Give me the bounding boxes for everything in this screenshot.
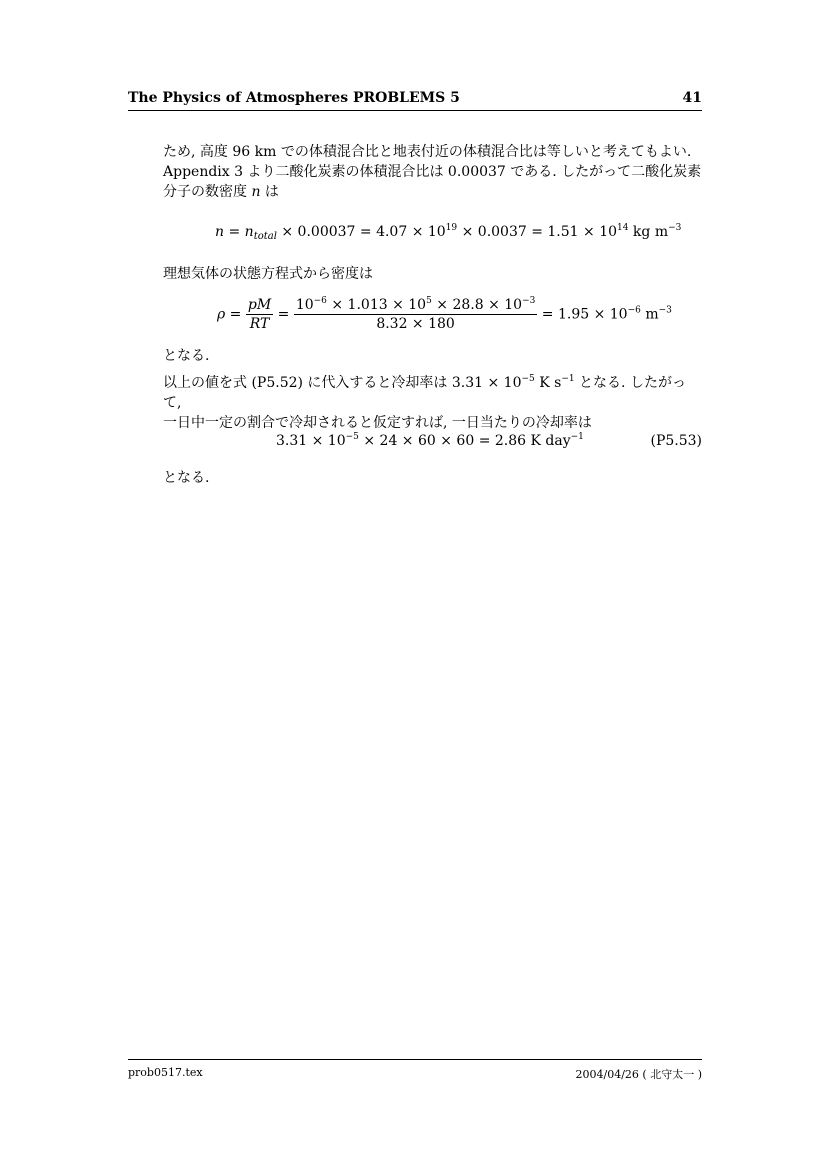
running-header	[128, 90, 702, 111]
paragraph-1	[163, 142, 703, 202]
paragraph-5: となる.	[163, 470, 210, 486]
paragraph-4-line-1: 以上の値を式 (P5.52) に代入すると冷却率は $3.31 \times 10^{-5}$ K $s^{-1}$ となる. したがって,	[163, 374, 686, 411]
equation-cooling-rate: $3.31 \times 10^{-5} \times 24 \times 60 \times 60 = 2.86$ K day$^{-1}$	[276, 432, 584, 449]
paragraph-1-line-3: 分子の数密度 n は	[163, 184, 279, 200]
paragraph-2: 理想気体の状態方程式から密度は	[163, 266, 373, 282]
equation-density: ρ = $\frac{pM}{RT}$ = $\frac{10^{-6} \times 1.013 \times 10^5 \times 28.8 \times 10^{-3}}{8.32 \times 180}$ = $1.95 \times 10^{-6}$ $m^{-3}$	[217, 296, 672, 332]
paragraph-4-line-2: 一日中一定の割合で冷却されると仮定すれば, 一日当たりの冷却率は	[163, 415, 592, 431]
fraction-values: $\frac{10^{-6} \times 1.013 \times 10^5 \times 28.8 \times 10^{-3}}{8.32 \times 180}$	[295, 296, 536, 332]
equation-number: (P5.53)	[650, 433, 702, 449]
paragraph-4	[163, 373, 703, 433]
fraction-pm-rt: $\frac{pM}{RT}$	[247, 297, 272, 332]
paragraph-3: となる.	[163, 348, 210, 364]
page-number: 41	[682, 90, 702, 106]
equation-number-density: $n = n_{total} \times 0.00037 = 4.07 \times 10^{19} \times 0.0037 = 1.51 \times 10^{14}$ kg $m^{-3}$	[215, 223, 682, 242]
footer-filename: prob0517.tex	[128, 1066, 203, 1079]
paragraph-1-line-2: Appendix 3 より二酸化炭素の体積混合比は 0.00037 である. したがって二酸化炭素	[163, 164, 702, 180]
footer-date-author: 2004/04/26 ( 北守太一 )	[575, 1068, 702, 1081]
running-footer	[128, 1059, 702, 1081]
paragraph-1-line-1: ため, 高度 96 km での体積混合比と地表付近の体積混合比は等しいと考えてもよい.	[163, 144, 692, 160]
header-title: The Physics of Atmospheres PROBLEMS 5	[128, 90, 460, 106]
